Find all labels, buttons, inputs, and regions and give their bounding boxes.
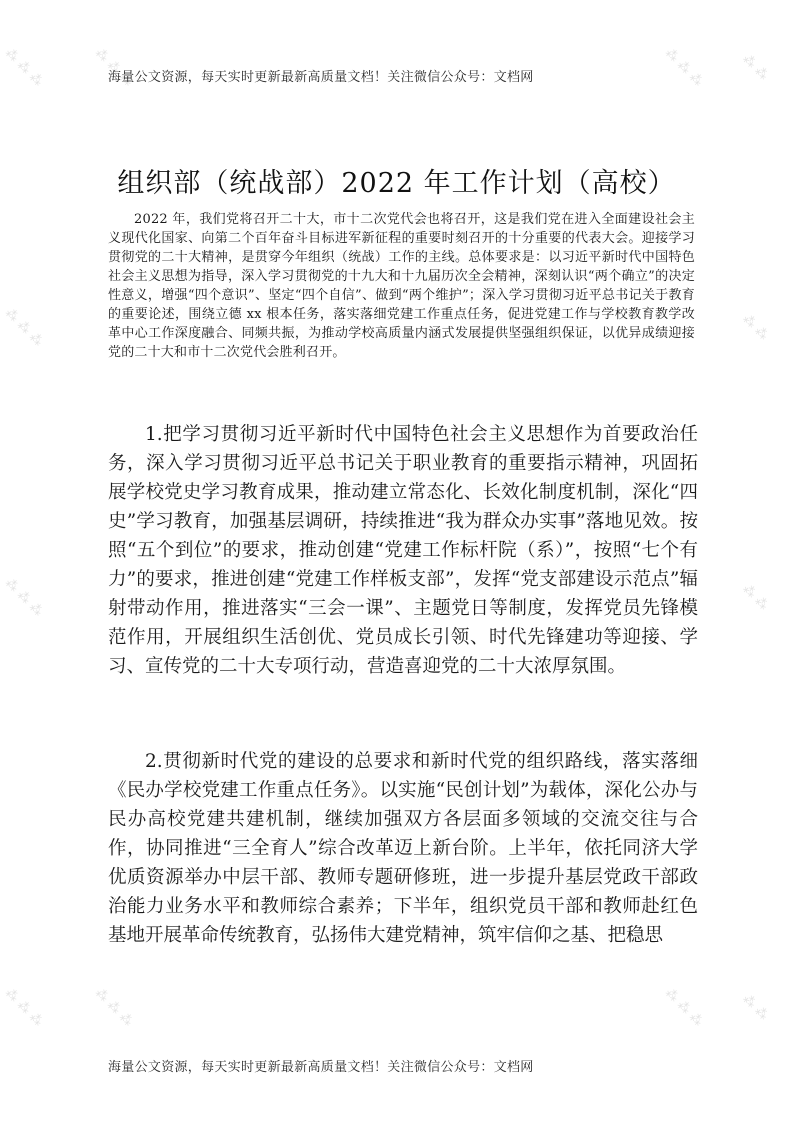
- intro-paragraph: 2022 年，我们党将召开二十大，市十二次党代会也将召开，这是我们党在进入全面建设社会主义现代化国家、向第二个百年奋斗目标进军新征程的重要时刻召开的十分重要的代表大会。迎接学习贯彻党的二十大精神，是贯穿今年组织（统战）工作的主线。总体要求是：以习近平新时代中国特色社会主义思想为指导，深入学习贯彻党的十九大和十九届历次全会精神，深刻认识“两个确立”的决定性意义，增强“四个意识”、坚定“四个自信”、做到“两个维护”；深入学习贯彻习近平总书记关于教育的重要论述，围绕立德 xx 根本任务，落实落细党建工作重点任务，促进党建工作与学校教育教学改革中心工作深度融合、同频共振，为推动学校高质量内涵式发展提供坚强组织保证，以优异成绩迎接党的二十大和市十二次党代会胜利召开。: [108, 212, 695, 360]
- watermark-mark: ⁂ ⁂ ⁂: [1, 305, 46, 350]
- header-promo-note: 海量公文资源，每天实时更新最新高质量文档！关注微信公众号：文档网: [108, 70, 534, 85]
- watermark-mark: ⁂ ⁂ ⁂: [661, 45, 706, 90]
- document-title: 组织部（统战部）2022 年工作计划（高校）: [117, 168, 676, 200]
- watermark-mark: ⁂ ⁂ ⁂: [91, 45, 136, 90]
- watermark-mark: ⁂ ⁂ ⁂: [661, 985, 706, 1030]
- watermark-mark: ⁂ ⁂ ⁂: [1, 45, 46, 90]
- watermark-mark: ⁂ ⁂: [739, 991, 772, 1024]
- watermark-mark: ⁂ ⁂: [739, 311, 772, 344]
- footer-promo-note: 海量公文资源，每天实时更新最新高质量文档！关注微信公众号：文档网: [108, 1060, 534, 1075]
- watermark-mark: ⁂ ⁂ ⁂: [1, 575, 46, 620]
- watermark-mark: ⁂ ⁂ ⁂: [91, 985, 136, 1030]
- body-paragraph-2: 2.贯彻新时代党的建设的总要求和新时代党的组织路线，落实落细《民办学校党建工作重点任务》。以实施“民创计划”为载体，深化公办与民办高校党建共建机制，继续加强双方各层面多领域的交流交往与合作，协同推进“三全育人”综合改革迈上新台阶。上半年，依托同济大学优质资源举办中层干部、教师专题研修班，进一步提升基层党政干部政治能力业务水平和教师综合素养；下半年，组织党员干部和教师赴红色基地开展革命传统教育，弘扬伟大建党精神，筑牢信仰之基、把稳思: [108, 750, 698, 946]
- watermark-mark: ⁂ ⁂: [739, 581, 772, 614]
- watermark-mark: ⁂ ⁂: [739, 51, 772, 84]
- body-paragraph-1: 1.把学习贯彻习近平新时代中国特色社会主义思想作为首要政治任务，深入学习贯彻习近平总书记关于职业教育的重要指示精神，巩固拓展学校党史学习教育成果，推动建立常态化、长效化制度机制，深化“四史”学习教育，加强基层调研，持续推进“我为群众办实事”落地见效。按照“五个到位”的要求，推动创建“党建工作标杆院（系）”，按照“七个有力”的要求，推进创建“党建工作样板支部”，发挥“党支部建设示范点”辐射带动作用，推进落实“三会一课”、主题党日等制度，发挥党员先锋模范作用，开展组织生活创优、党员成长引领、时代先锋建功等迎接、学习、宣传党的二十大专项行动，营造喜迎党的二十大浓厚氛围。: [108, 423, 698, 677]
- watermark-mark: ⁂ ⁂ ⁂: [1, 985, 46, 1030]
